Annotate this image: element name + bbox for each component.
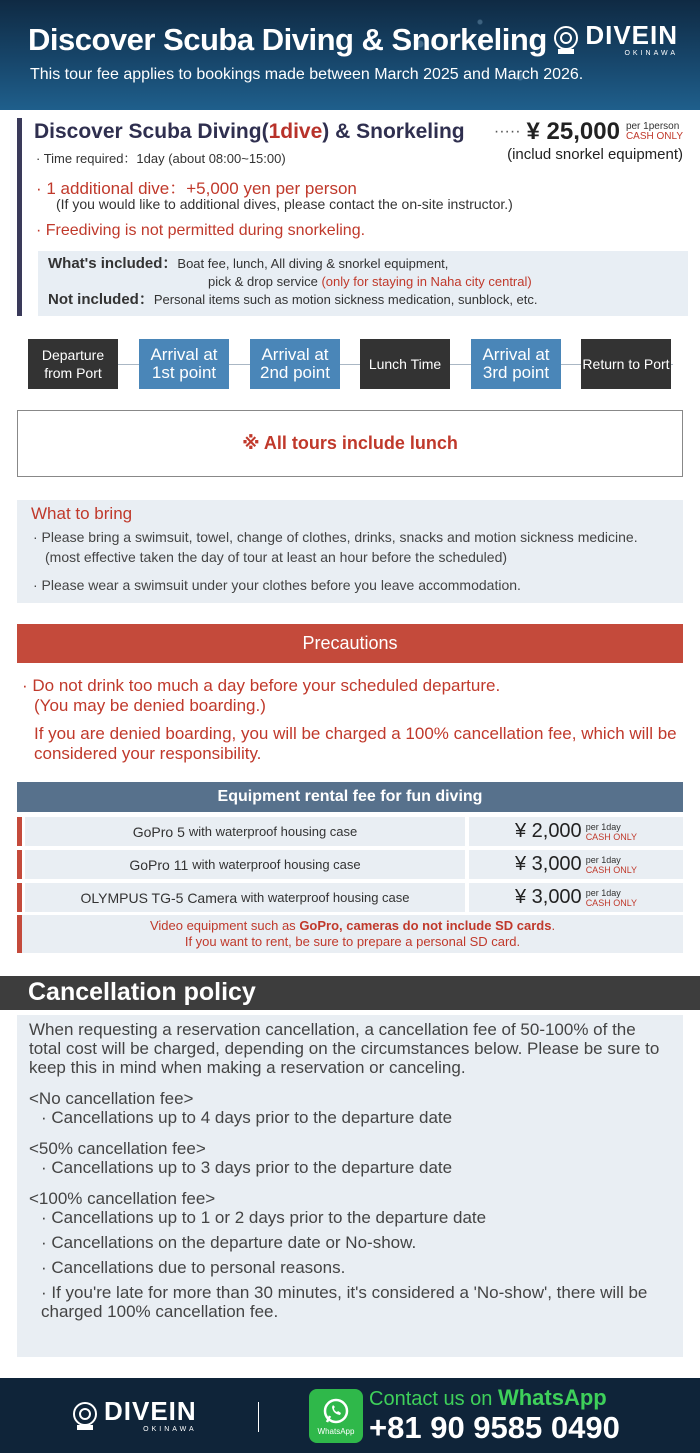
cancellation-title: Cancellation policy [28, 978, 256, 1006]
logo-name: DIVEIN [585, 20, 678, 50]
footer-logo-name: DIVEIN [104, 1396, 197, 1426]
equipment-row [17, 850, 683, 879]
footer [0, 1378, 700, 1453]
whats-included-label: What's included： [48, 255, 178, 272]
per-day: per 1day [585, 821, 621, 832]
cancel-group [29, 1139, 671, 1177]
video-note-line2: If you want to rent, be sure to prepare a personal SD card. [184, 934, 521, 949]
equipment-name [25, 883, 465, 912]
schedule-step: Return to Port [581, 339, 671, 389]
equipment-name [25, 817, 465, 846]
equipment-price: ¥ 3,000 [514, 886, 582, 908]
price-note [626, 122, 683, 142]
price-dots: ····· [493, 123, 521, 140]
cash-only: CASH ONLY [585, 831, 638, 842]
whatsapp-icon[interactable] [309, 1389, 363, 1443]
equipment-row [17, 883, 683, 912]
cancellation-intro: When requesting a reservation cancellation, a cancellation fee of 50-100% of the total cost will be charged, depending on the circumstances below. Please be sure to keep this in mind when making a reservation or canceling. [29, 1020, 660, 1077]
cancel-group [29, 1189, 671, 1321]
row-accent [17, 850, 22, 879]
equipment-name [25, 850, 465, 879]
cancel-item: · Cancellations up to 1 or 2 days prior to the departure date [41, 1208, 487, 1227]
contact-text [369, 1385, 607, 1411]
contact-prefix: Contact us on [369, 1388, 498, 1410]
additional-dive-note: (If you would like to additional dives, please contact the on-site instructor.) [56, 196, 513, 212]
video-equipment-note [17, 915, 683, 953]
not-included-label: Not included： [48, 291, 154, 308]
schedule-step: Arrival at 2nd point [250, 339, 340, 389]
precautions-text [22, 676, 678, 764]
tour-price: ¥ 25,000 [526, 118, 620, 145]
equipment-fee [469, 817, 683, 846]
tour-info-section [17, 118, 683, 316]
schedule-step: Arrival at 3rd point [471, 339, 561, 389]
footer-logo-sub: OKINAWA [143, 1426, 197, 1433]
tour-title-suffix: ) & Snorkeling [322, 120, 465, 143]
equipment-fee-note [586, 888, 637, 908]
cancel-group [29, 1089, 671, 1127]
video-note-end: . [551, 918, 556, 933]
equipment-fee [469, 850, 683, 879]
time-required: · Time required：1day (about 08:00~15:00) [36, 151, 286, 166]
tour-title-highlight: 1dive [268, 120, 323, 143]
freediving-note: · Freediving is not permitted during snorkeling. [36, 222, 366, 239]
cancel-group-heading: <100% cancellation fee> [29, 1189, 216, 1208]
row-accent [17, 817, 22, 846]
bring-item: · Please bring a swimsuit, towel, change of clothes, drinks, snacks and motion sickness medicine. (most effective taken the day of tour at least an hour before the scheduled) [33, 529, 638, 565]
whats-included-text2: pick & drop service [208, 274, 318, 289]
page-subtitle: This tour fee applies to bookings made between March 2025 and March 2026. [30, 66, 584, 83]
timeline-line [28, 364, 673, 365]
equipment-header: Equipment rental fee for fun diving [17, 782, 683, 812]
precautions-header: Precautions [17, 624, 683, 663]
header-banner [0, 0, 700, 110]
what-to-bring-section [17, 500, 683, 603]
precaution-line: If you are denied boarding, you will be charged a 100% cancellation fee, which will be considered your responsibility. [34, 724, 677, 763]
per-day: per 1day [585, 887, 621, 898]
schedule-step: Lunch Time [360, 339, 450, 389]
included-box [38, 251, 688, 316]
tour-title-prefix: Discover Scuba Diving( [34, 120, 269, 143]
cash-only-label: CASH ONLY [625, 131, 683, 142]
cancel-item: · Cancellations on the departure date or No-show. [41, 1233, 417, 1252]
equipment-price: ¥ 2,000 [514, 820, 582, 842]
per-day: per 1day [585, 854, 621, 865]
equipment-model: GoPro 5 [132, 823, 185, 840]
equipment-desc: with waterproof housing case [188, 824, 358, 839]
schedule-step: Departure from Port [28, 339, 118, 389]
logo-sub: OKINAWA [624, 50, 678, 57]
cancel-group-heading: <No cancellation fee> [29, 1089, 194, 1108]
cancel-item: · Cancellations up to 4 days prior to the departure date [41, 1108, 453, 1127]
video-note-bold: GoPro, cameras do not include SD cards [299, 918, 552, 933]
additional-dive: · 1 additional dive：+5,000 yen per person [36, 179, 357, 198]
phone-number[interactable]: +81 90 9585 0490 [369, 1410, 620, 1445]
diving-helmet-icon [72, 1401, 98, 1431]
cash-only: CASH ONLY [585, 897, 638, 908]
schedule-timeline [28, 339, 673, 389]
tour-price-block [494, 118, 683, 163]
phone-bubble-icon [322, 1397, 350, 1425]
precaution-line: · Do not drink too much a day before your scheduled departure. [22, 676, 501, 695]
price-per: per 1person [625, 121, 680, 132]
divein-logo [553, 22, 678, 57]
whatsapp-label: WhatsApp [317, 1426, 355, 1436]
whats-included-text: Boat fee, lunch, All diving & snorkel equipment, [177, 256, 449, 271]
bring-item: · Please wear a swimsuit under your clothes before you leave accommodation. [33, 577, 521, 593]
video-note-text: Video equipment such as [149, 918, 300, 933]
diving-helmet-icon [553, 25, 579, 55]
row-accent [17, 883, 22, 912]
cancel-item: · Cancellations up to 3 days prior to the departure date [41, 1158, 453, 1177]
cash-only: CASH ONLY [585, 864, 638, 875]
what-to-bring-title: What to bring [31, 504, 133, 523]
equipment-model: GoPro 11 [129, 856, 189, 873]
cancel-item: · If you're late for more than 30 minutes, it's considered a 'No-show', there will be charged 100% cancellation fee. [41, 1283, 648, 1321]
equipment-desc: with waterproof housing case [241, 890, 410, 905]
equipment-model: OLYMPUS TG-5 Camera [80, 889, 238, 906]
precaution-line: (You may be denied boarding.) [34, 696, 266, 715]
page-title: Discover Scuba Diving & Snorkeling [28, 22, 547, 57]
cancellation-box [17, 1015, 683, 1357]
equipment-fee [469, 883, 683, 912]
footer-logo [72, 1398, 197, 1433]
cancellation-header [0, 976, 700, 1010]
whats-included-note: (only for staying in Naha city central) [321, 274, 532, 289]
equipment-fee-note [586, 822, 637, 842]
tour-title [34, 120, 465, 144]
equipment-desc: with waterproof housing case [192, 857, 361, 872]
lunch-note: ※ All tours include lunch [17, 410, 683, 477]
footer-divider [258, 1402, 259, 1432]
equipment-fee-note [586, 855, 637, 875]
schedule-step: Arrival at 1st point [139, 339, 229, 389]
contact-app: WhatsApp [497, 1385, 607, 1410]
cancel-group-heading: <50% cancellation fee> [29, 1139, 206, 1158]
snorkel-included-note: (includ snorkel equipment) [507, 146, 683, 163]
equipment-row [17, 817, 683, 846]
cancel-item: · Cancellations due to personal reasons. [41, 1258, 346, 1277]
not-included-text: Personal items such as motion sickness medication, sunblock, etc. [153, 292, 538, 307]
equipment-price: ¥ 3,000 [514, 853, 582, 875]
